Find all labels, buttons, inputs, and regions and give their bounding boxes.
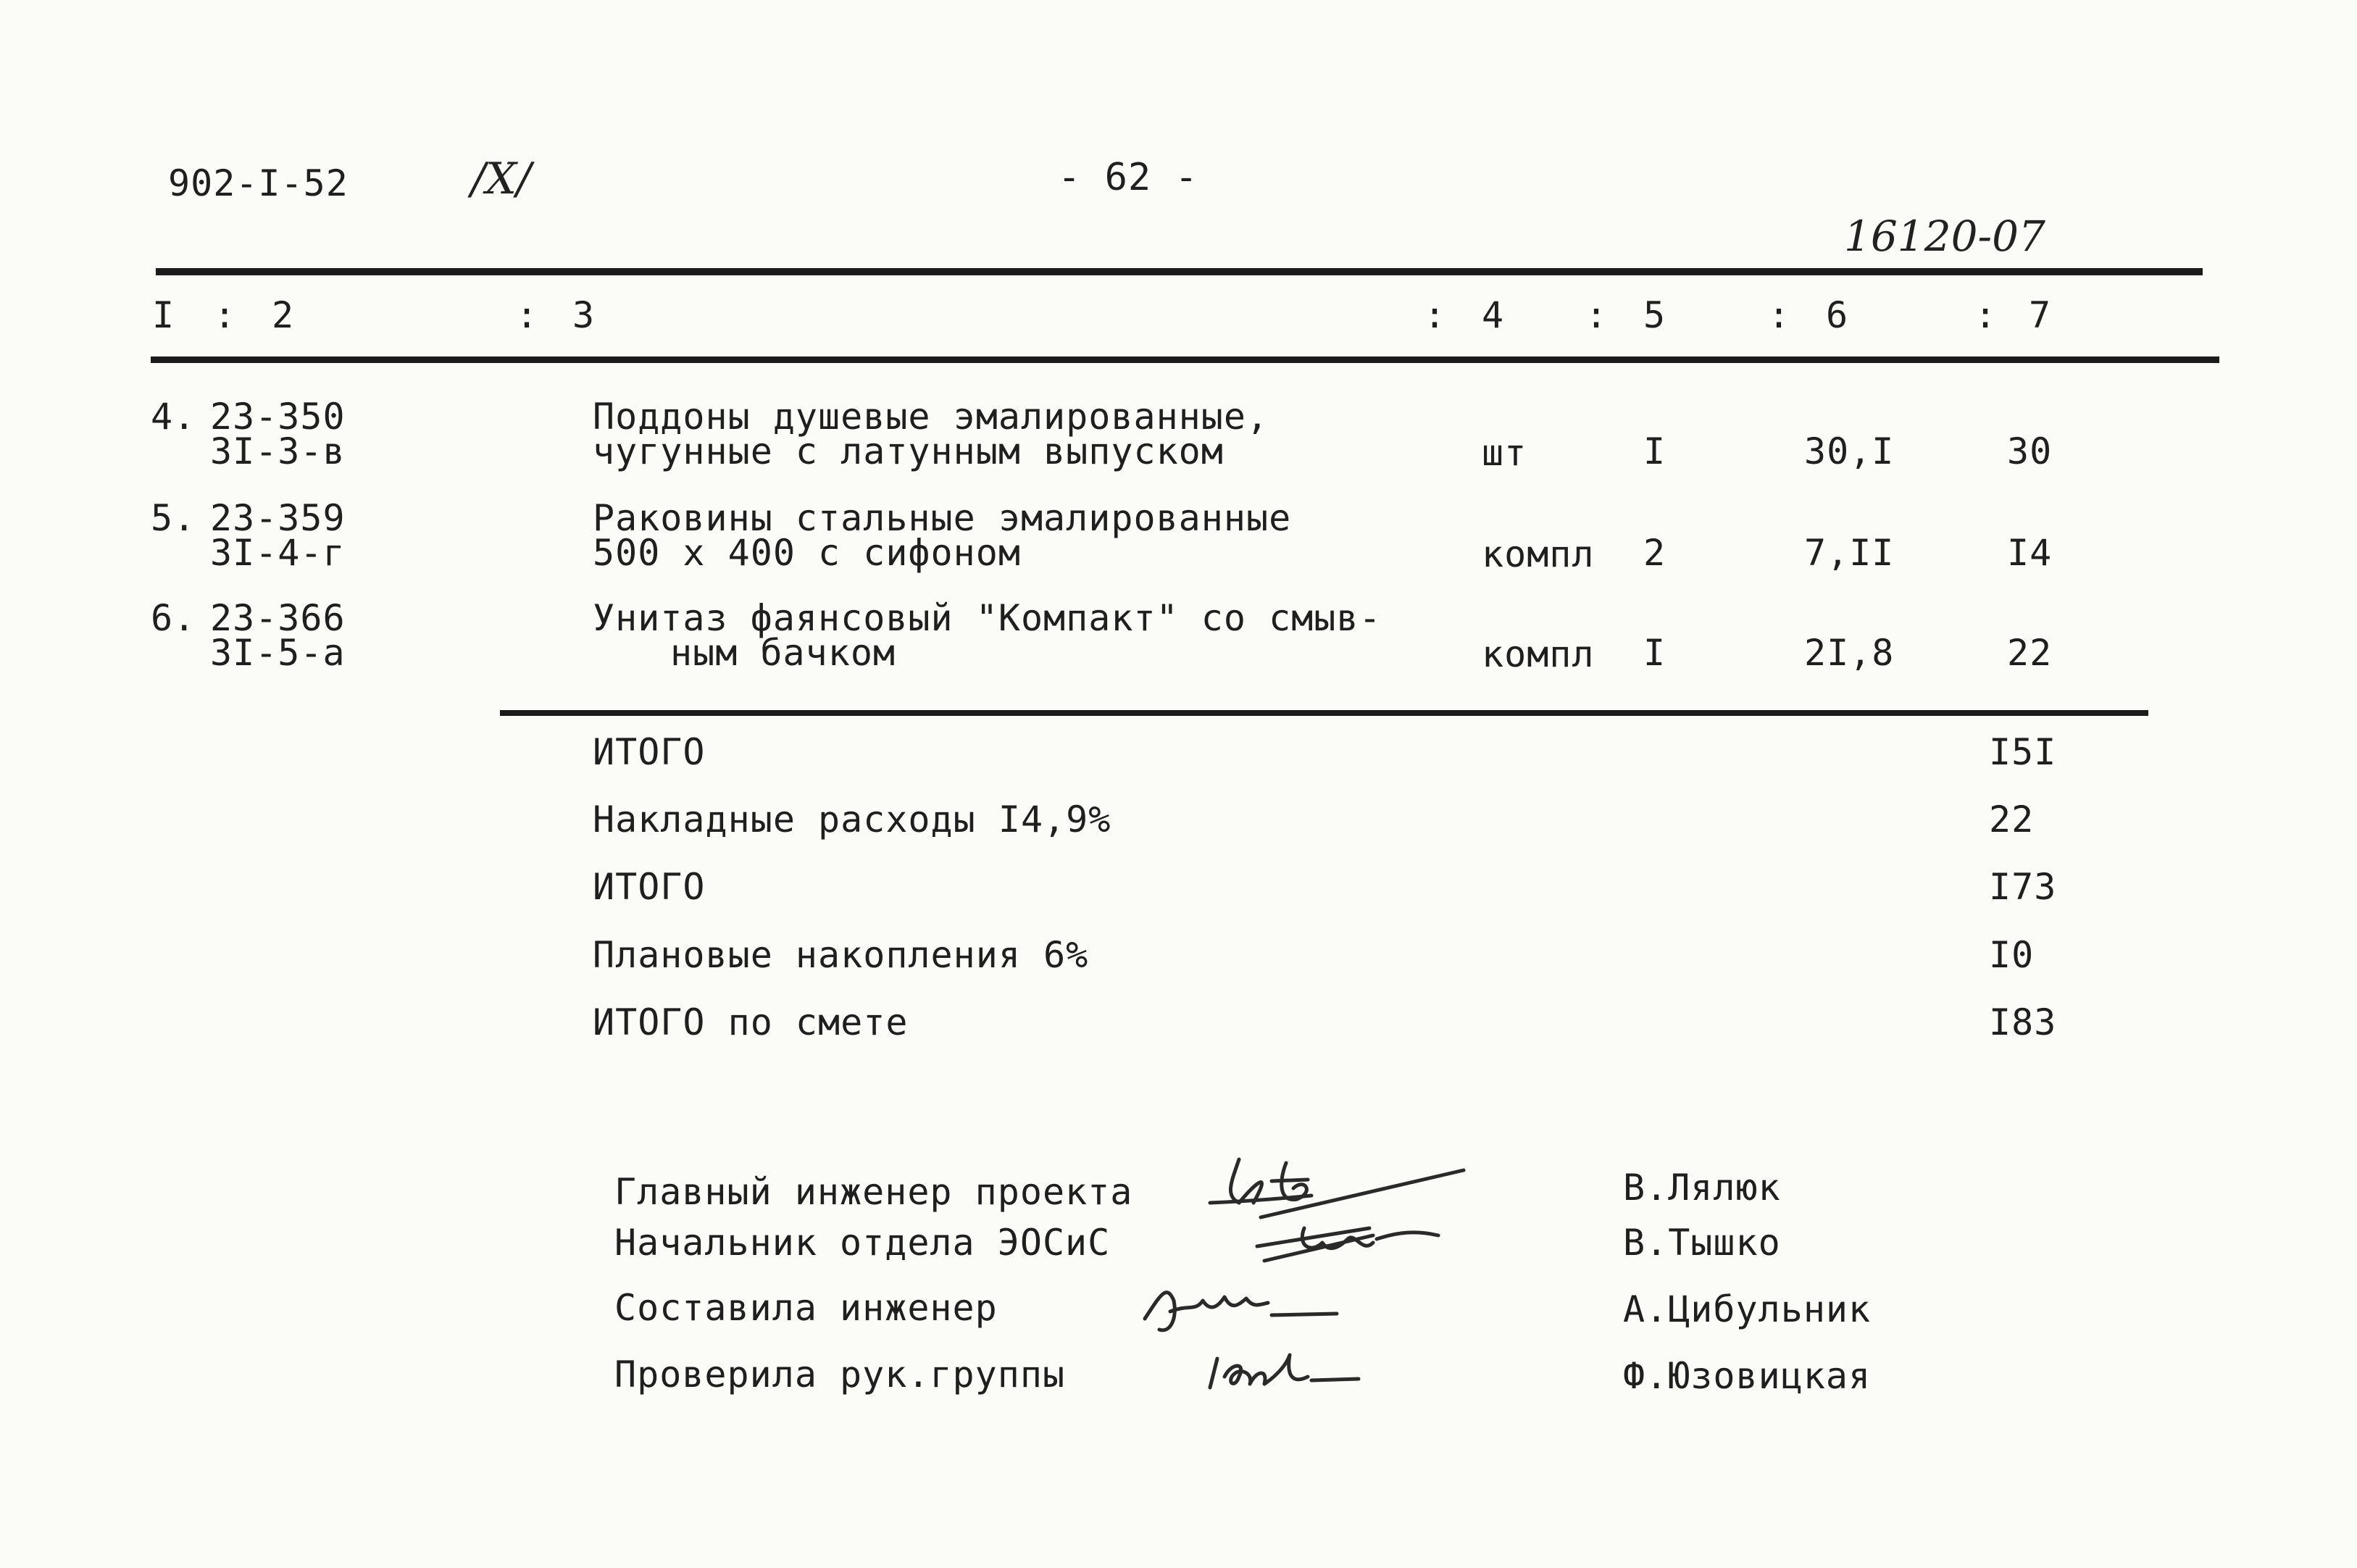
col-sep: : bbox=[1424, 294, 1447, 336]
doc-code: 902-I-52 bbox=[168, 162, 349, 204]
totals-rule bbox=[500, 710, 2148, 716]
total-label: ИТОГО bbox=[593, 866, 706, 908]
planned-savings-value: I0 bbox=[1989, 934, 2035, 976]
signer-name: Ф.Юзовицкая bbox=[1623, 1355, 1872, 1397]
unit-price: 30,I bbox=[1804, 430, 1895, 472]
overhead-label: Накладные расходы I4,9% bbox=[593, 798, 1111, 841]
signer-name: А.Цибульник bbox=[1623, 1288, 1872, 1330]
col-num-1: I bbox=[152, 294, 175, 336]
item-name: Раковины стальные эмалированные bbox=[593, 497, 1292, 539]
col-sep: : bbox=[1585, 294, 1609, 336]
col-num-5: 5 bbox=[1643, 294, 1666, 336]
item-name: Поддоны душевые эмалированные, bbox=[593, 396, 1269, 438]
col-num-2: 2 bbox=[272, 294, 295, 336]
handwritten-signatures bbox=[1130, 1138, 1493, 1413]
row-number: 6. bbox=[151, 597, 196, 639]
unit-price: 7,II bbox=[1804, 532, 1895, 574]
quantity: 2 bbox=[1643, 532, 1666, 574]
top-rule bbox=[156, 268, 2203, 275]
col-sep: : bbox=[1974, 294, 1998, 336]
rate-subcode: 3I-5-а bbox=[210, 632, 346, 674]
signer-role: Начальник отдела ЭОСиС bbox=[614, 1222, 1111, 1264]
col-sep: : bbox=[214, 294, 237, 336]
overhead-value: 22 bbox=[1989, 798, 2035, 841]
quantity: I bbox=[1643, 632, 1666, 674]
signer-role: Проверила рук.группы bbox=[614, 1354, 1066, 1396]
row-number: 5. bbox=[151, 497, 196, 539]
rate-code: 23-350 bbox=[210, 396, 346, 438]
archive-number: 16120-07 bbox=[1844, 212, 2045, 261]
page-number: - 62 - bbox=[1058, 156, 1198, 199]
total-value: I5I bbox=[1989, 731, 2057, 773]
quantity: I bbox=[1643, 430, 1666, 472]
item-name-cont: 500 х 400 с сифоном bbox=[593, 532, 1021, 574]
item-name: Унитаз фаянсовый "Компакт" со смыв- bbox=[593, 597, 1382, 639]
col-num-7: 7 bbox=[2029, 294, 2052, 336]
total-value: I73 bbox=[1989, 866, 2057, 908]
signer-name: В.Тышко bbox=[1623, 1222, 1781, 1264]
total-label: ИТОГО bbox=[593, 731, 706, 773]
volume-mark: /X/ bbox=[471, 154, 532, 204]
col-num-4: 4 bbox=[1482, 294, 1505, 336]
row-number: 4. bbox=[151, 396, 196, 438]
col-sep: : bbox=[516, 294, 539, 336]
signer-name: В.Лялюк bbox=[1623, 1167, 1781, 1209]
row-sum: 30 bbox=[2007, 430, 2053, 472]
col-num-6: 6 bbox=[1826, 294, 1849, 336]
header-rule bbox=[151, 356, 2219, 363]
unit: компл bbox=[1482, 533, 1595, 575]
col-sep: : bbox=[1768, 294, 1791, 336]
grand-total-label: ИТОГО по смете bbox=[593, 1001, 909, 1043]
signer-role: Главный инженер проекта bbox=[614, 1171, 1133, 1213]
row-sum: I4 bbox=[2007, 532, 2053, 574]
item-name-cont: чугунные с латунным выпуском bbox=[593, 430, 1224, 472]
grand-total-value: I83 bbox=[1989, 1001, 2057, 1043]
planned-savings-label: Плановые накопления 6% bbox=[593, 934, 1089, 976]
unit-price: 2I,8 bbox=[1804, 632, 1895, 674]
rate-subcode: 3I-3-в bbox=[210, 430, 346, 472]
unit: шт bbox=[1482, 432, 1527, 474]
rate-code: 23-366 bbox=[210, 597, 346, 639]
signer-role: Составила инженер bbox=[614, 1287, 998, 1329]
unit: компл bbox=[1482, 633, 1595, 675]
col-num-3: 3 bbox=[572, 294, 596, 336]
item-name-cont: ным бачком bbox=[670, 632, 896, 674]
rate-subcode: 3I-4-г bbox=[210, 532, 346, 574]
rate-code: 23-359 bbox=[210, 497, 346, 539]
row-sum: 22 bbox=[2007, 632, 2053, 674]
